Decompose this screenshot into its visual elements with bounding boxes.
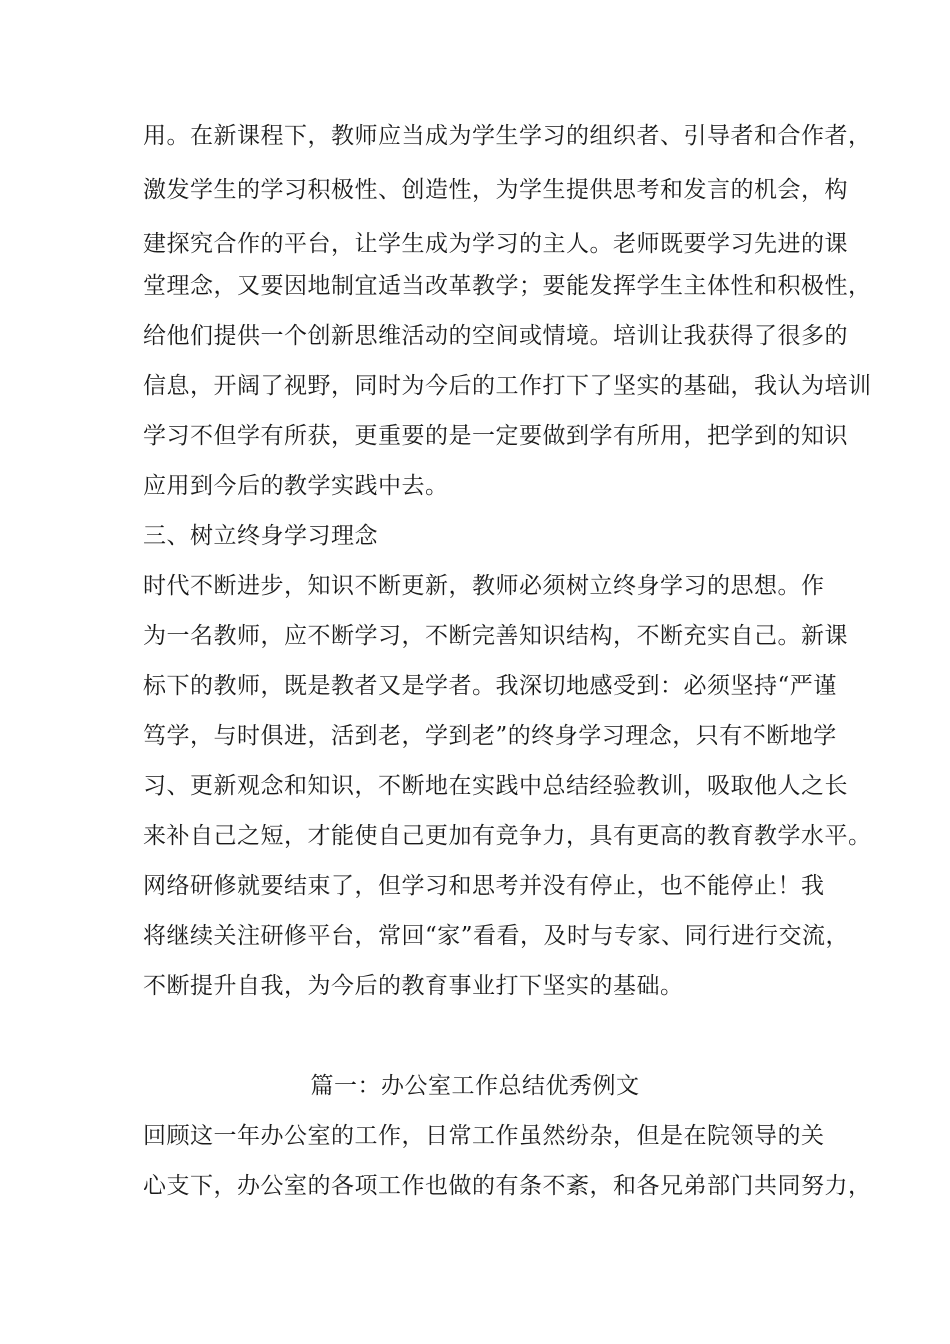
text-line: 网络研修就要结束了，但学习和思考并没有停止，也不能停止！我 [143,873,825,899]
text-line: 习、更新观念和知识，不断地在实践中总结经验教训，吸取他人之长 [143,773,848,799]
text-line: 激发学生的学习积极性、创造性，为学生提供思考和发言的机会，构 [143,177,848,203]
text-line: 笃学，与时俱进，活到老，学到老”的终身学习理念，只有不断地学 [143,723,837,749]
text-line: 心支下，办公室的各项工作也做的有条不紊，和各兄弟部门共同努力， [143,1173,872,1199]
text-line: 给他们提供一个创新思维活动的空间或情境。培训让我获得了很多的 [143,323,848,349]
text-line: 将继续关注研修平台，常回“家”看看，及时与专家、同行进行交流， [143,923,850,949]
text-line: 不断提升自我，为今后的教育事业打下坚实的基础。 [143,973,684,999]
text-line: 时代不断进步，知识不断更新，教师必须树立终身学习的思想。作 [143,573,825,599]
text-line: 来补自己之短，才能使自己更加有竞争力，具有更高的教育教学水平。 [143,823,872,849]
section-title: 篇一：办公室工作总结优秀例文 [310,1073,640,1099]
text-line: 应用到今后的教学实践中去。 [143,473,449,499]
text-line: 学习不但学有所获，更重要的是一定要做到学有所用，把学到的知识 [143,423,848,449]
text-line: 为一名教师，应不断学习，不断完善知识结构，不断充实自己。新课 [143,623,848,649]
text-line: 建探究合作的平台，让学生成为学习的主人。老师既要学习先进的课 [143,231,848,257]
text-line: 信息，开阔了视野，同时为今后的工作打下了坚实的基础，我认为培训 [143,373,872,399]
section-heading: 三、树立终身学习理念 [143,523,378,549]
text-line: 标下的教师，既是教者又是学者。我深切地感受到：必须坚持“严谨 [143,673,837,699]
text-line: 用。在新课程下，教师应当成为学生学习的组织者、引导者和合作者， [143,123,872,149]
text-line: 回顾这一年办公室的工作，日常工作虽然纷杂，但是在院领导的关 [143,1123,825,1149]
text-line: 堂理念，又要因地制宜适当改革教学；要能发挥学生主体性和积极性， [143,273,872,299]
